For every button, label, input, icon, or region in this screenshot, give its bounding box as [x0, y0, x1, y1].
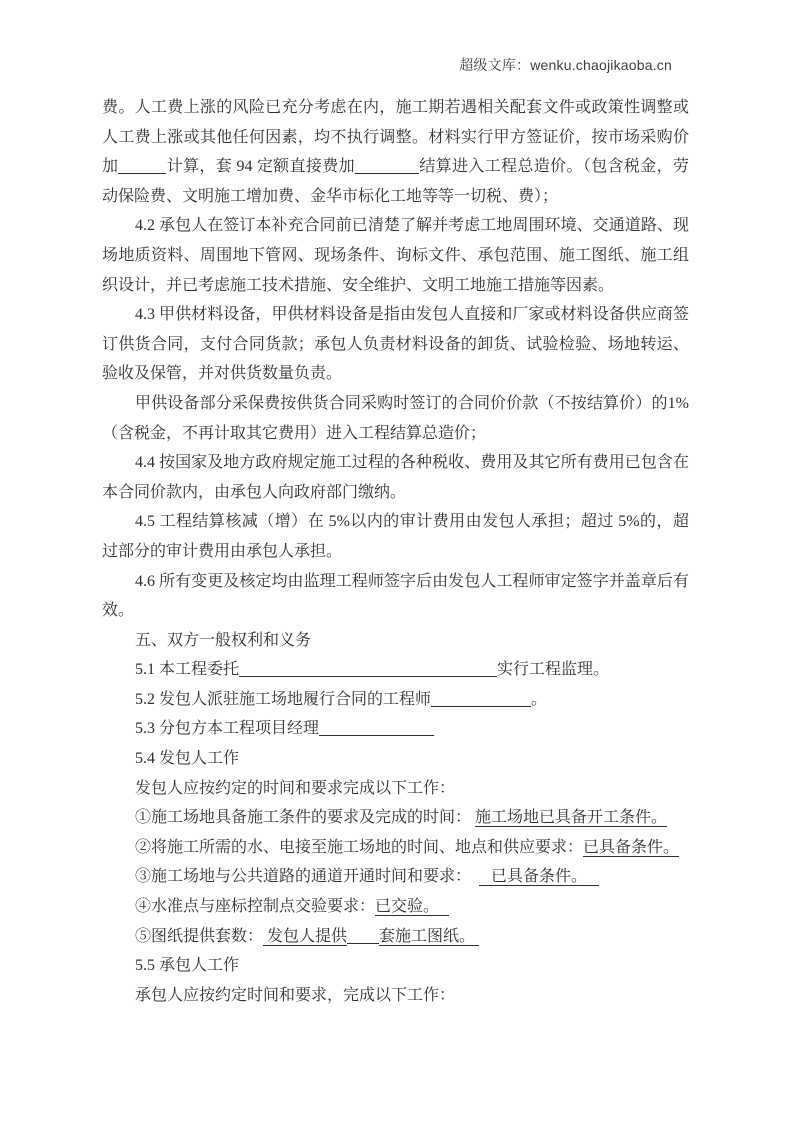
- text-segment: ②将施工所需的水、电接至施工场地的时间、地点和供应要求：: [135, 838, 584, 856]
- underlined-text: 套施工图纸。: [379, 928, 479, 946]
- text-segment: 实行工程监理。: [497, 661, 610, 679]
- text-segment: 发包人应按约定的时间和要求完成以下工作：: [135, 779, 456, 797]
- blank-underline: [118, 156, 166, 174]
- text-segment: 4.5 工程结算核减（增）在 5%以内的审计费用由发包人承担；超过 5%的，超过部分的审计费用由承包人承担。: [102, 513, 689, 560]
- paragraph: [102, 655, 689, 685]
- blank-underline: [355, 156, 419, 174]
- paragraph: [102, 389, 689, 448]
- text-segment: 4.6 所有变更及核定均由监理工程师签字后由发包人工程师审定签字并盖章后有效。: [102, 572, 689, 620]
- paragraph: [102, 951, 689, 981]
- text-segment: 计算，套 94 定额直接费加: [166, 158, 355, 176]
- paragraph: [102, 93, 689, 211]
- text-segment: ⑤图纸提供套数：: [135, 927, 264, 945]
- paragraph: [102, 448, 689, 507]
- text-segment: 4.3 甲供材料设备，甲供材料设备是指由发包人直接和厂家或材料设备供应商签订供货合同，支付合同货款；承包人负责材料设备的卸货、试验检验、场地转运、验收及保管，并对供货数量负责。: [102, 306, 689, 383]
- paragraph: [102, 981, 689, 1011]
- text-segment: 甲供设备部分采保费按供货合同采购时签订的合同价价款（不按结算价）的1%（含税金，不再计取其它费用）进入工程结算总造价；: [102, 394, 689, 442]
- text-segment: ③施工场地与公共道路的通道开通时间和要求：: [135, 868, 472, 886]
- underlined-text: 已交验。: [375, 898, 449, 916]
- paragraph: [102, 626, 689, 656]
- underlined-text: 已具备条件。: [479, 868, 599, 886]
- text-segment: 4.4 按国家及地方政府规定施工过程的各种税收、费用及其它所有费用已包含在本合同价款内，由承包人向政府部门缴纳。: [102, 454, 689, 501]
- text-segment: 结算进入工程总造价。（包含税金，劳动保险费、文明施工增加费、金华市标化工地等等一切税、费）；: [102, 158, 689, 205]
- paragraph: [102, 862, 689, 892]
- paragraph: [102, 922, 689, 952]
- text-segment: 费。人工费上涨的风险已充分考虑在内，施工期若遇相关配套文件或政策性调整或人工费上涨或其他任何因素，均不执行调整。材料实行甲方签证价，按市场采购价加: [102, 99, 689, 176]
- text-segment: 。: [531, 690, 548, 708]
- paragraph: [102, 211, 689, 300]
- paragraph: [102, 300, 689, 389]
- underlined-text: 已具备条件。: [583, 838, 680, 856]
- paragraph: [102, 507, 689, 566]
- text-segment: 5.2 发包人派驻施工场地履行合同的工程师: [135, 690, 432, 708]
- text-segment: 5.5 承包人工作: [135, 957, 240, 975]
- text-segment: 承包人应按约定时间和要求，完成以下工作：: [135, 986, 456, 1004]
- underlined-text: 施工场地已具备开工条件。: [475, 809, 668, 827]
- text-segment: ①施工场地具备施工条件的要求及完成的时间：: [135, 809, 472, 827]
- underlined-text: 发包人提供: [263, 928, 347, 946]
- blank-underline: [239, 659, 497, 677]
- blank-underline: [431, 689, 531, 707]
- blank-underline: [319, 718, 434, 736]
- text-segment: ④水准点与座标控制点交验要求：: [135, 898, 376, 916]
- text-segment: 5.3 分包方本工程项目经理: [135, 720, 320, 738]
- paragraph: [102, 714, 689, 744]
- paragraph: [102, 803, 689, 833]
- paragraph: [102, 685, 689, 715]
- watermark-text: 超级文库：wenku.chaojikaoba.cn: [459, 57, 672, 73]
- paragraph: [102, 892, 689, 922]
- paragraph: [102, 833, 689, 863]
- document-body: [102, 93, 689, 1010]
- text-segment: 五、双方一般权利和义务: [135, 631, 312, 649]
- paragraph: [102, 774, 689, 804]
- text-segment: 4.2 承包人在签订本补充合同前已清楚了解并考虑工地周围环境、交通道路、现场地质资料、周围地下管网、现场条件、询标文件、承包范围、施工图纸、施工组织设计，并已考虑施工技术措施、安全维护、文明工地施工措施等因素。: [102, 217, 689, 294]
- blank-underline: [347, 926, 379, 944]
- text-segment: 5.1 本工程委托: [135, 661, 240, 679]
- text-segment: 5.4 发包人工作: [135, 750, 240, 768]
- paragraph: [102, 567, 689, 626]
- paragraph: [102, 744, 689, 774]
